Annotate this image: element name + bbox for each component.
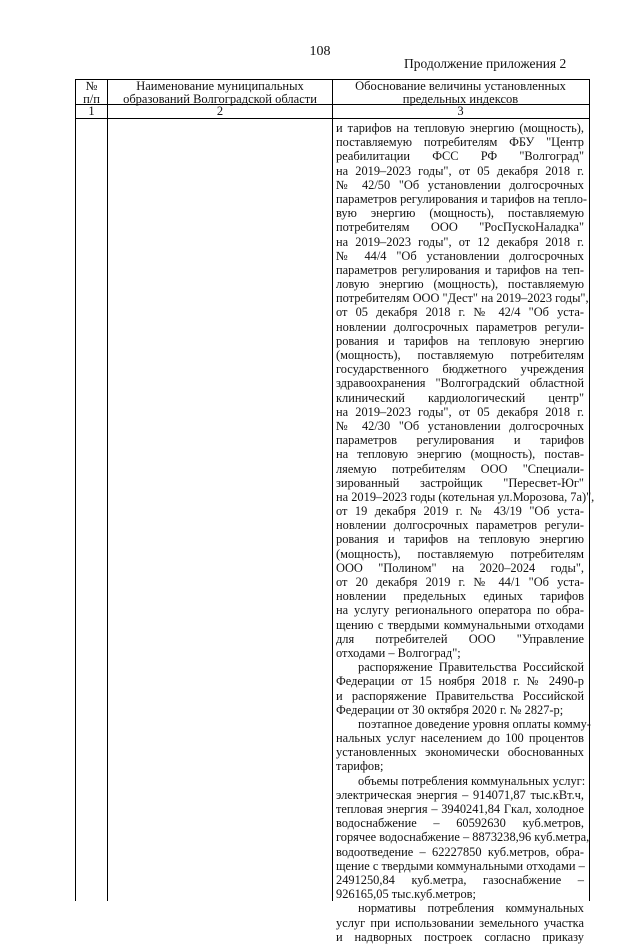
text-line: потребителям ООО "Дест" на 2019–2023 годы",: [336, 291, 589, 306]
page-number: 108: [309, 44, 331, 59]
col3-number: 3: [457, 104, 464, 118]
text-line: горячее водоснабжение – 8873238,96 куб.метра,: [336, 830, 590, 845]
col1-header: [76, 80, 107, 106]
text-line: распоряжение Правительства Российской: [358, 660, 584, 675]
text-line: новлении долгосрочных параметров регули-: [336, 319, 584, 334]
column-divider-1: [107, 79, 108, 901]
text-line: рования и тарифов на тепловую энергию: [336, 333, 584, 348]
text-line: нормативы потребления коммунальных: [358, 901, 584, 916]
text-line: поэтапное доведение уровня оплаты комму-: [358, 716, 591, 731]
text-line: и тарифов на тепловую энергию (мощность),: [336, 121, 584, 135]
text-line: Федерации от 15 ноября 2018 г. № 2490-р: [336, 674, 584, 689]
text-line: здравоохранения "Волгоградский областной: [336, 376, 584, 391]
text-line: от 20 декабря 2019 г. № 44/1 "Об уста-: [336, 575, 584, 589]
text-line: отходами – Волгоград";: [336, 645, 461, 660]
text-line: щение с твердыми коммунальными отходами –: [336, 858, 585, 873]
text-line: тарифов;: [336, 759, 384, 774]
text-line: параметров регулирования и тарифов на теп-: [336, 262, 584, 277]
text-line: параметров регулирования и тарифов: [336, 433, 584, 448]
text-line: услуг при использовании земельного участка: [336, 915, 584, 930]
text-line: и распоряжение Правительства Российской: [336, 688, 584, 703]
text-line: параметров регулирования и тарифов на тепло-: [336, 191, 588, 206]
col2-header: [108, 80, 332, 106]
text-line: (мощность), поставляемую потребителям: [336, 546, 584, 561]
justification-text: [336, 121, 595, 944]
text-line: 2491250,84 куб.метра, газоснабжение –: [336, 872, 584, 887]
text-line: объемы потребления коммунальных услуг:: [358, 773, 586, 788]
text-line: на услугу регионального оператора по обра-: [336, 603, 584, 618]
text-line: № 42/50 "Об установлении долгосрочных: [336, 177, 584, 192]
text-line: 926165,05 тыс.куб.метров;: [336, 887, 476, 902]
text-line: новлении долгосрочных параметров регули-: [336, 518, 584, 533]
text-line: государственного бюджетного учреждения: [336, 362, 584, 377]
text-line: новлении предельных единых тарифов: [336, 589, 584, 604]
text-line: для потребителей ООО "Управление: [336, 631, 584, 646]
column-divider-2: [332, 79, 333, 901]
text-line: на 2019–2023 годы (котельная ул.Морозова, 7а)",: [336, 489, 595, 504]
col1-header-line: п/п: [83, 92, 100, 106]
text-line: ловую энергию (мощность), поставляемую: [336, 277, 584, 292]
text-line: и надворных построек согласно приказу: [336, 929, 584, 944]
text-line: на тепловую энергию (мощность), постав-: [336, 447, 584, 462]
text-line: № 44/4 "Об установлении долгосрочных: [336, 248, 584, 263]
text-line: от 05 декабря 2018 г. № 42/4 "Об уста-: [336, 305, 584, 320]
text-line: установленных экономически обоснованных: [336, 745, 584, 760]
text-line: водоотведение – 62227850 куб.метров, обра-: [336, 844, 584, 859]
continuation-note: Продолжение приложения 2: [404, 56, 567, 71]
col3-header: [333, 80, 588, 106]
text-line: нальных услуг населением до 100 процентов: [336, 731, 584, 746]
text-line: от 19 декабря 2019 г. № 43/19 "Об уста-: [336, 504, 584, 519]
text-line: потребителям ООО "РосПускоНаладка": [336, 220, 584, 235]
text-line: зированный застройщик "Пересвет-Юг": [336, 475, 584, 490]
text-line: (мощность), поставляемую потребителям: [336, 348, 584, 362]
col3-header-line: предельных индексов: [402, 92, 519, 106]
text-line: ООО "Полином" на 2020–2024 годы",: [336, 560, 584, 575]
text-line: Федерации от 30 октября 2020 г. № 2827-р;: [336, 702, 564, 717]
text-line: № 42/30 "Об установлении долгосрочных: [336, 418, 584, 433]
col2-number: 2: [216, 104, 224, 118]
text-line: ляемую потребителям ООО "Специали-: [336, 461, 584, 476]
text-line: реабилитации ФСС РФ "Волгоград": [336, 149, 584, 164]
text-line: водоснабжение – 60592630 куб.метров,: [336, 816, 584, 831]
text-line: на 2019–2023 годы", от 05 декабря 2018 г.: [336, 404, 584, 419]
text-line: поставляемую потребителям ФБУ "Центр: [336, 135, 584, 150]
text-line: на 2019–2023 годы", от 12 декабря 2018 г.: [336, 234, 584, 249]
col3-header-line: Обоснование величины установленных: [355, 79, 566, 93]
text-line: на 2019–2023 годы", от 05 декабря 2018 г.: [336, 163, 584, 178]
col1-header-line: №: [85, 79, 98, 93]
text-line: рования и тарифов на тепловую энергию: [336, 532, 584, 547]
col1-number: 1: [88, 104, 95, 118]
text-line: щению с твердыми коммунальными отходами: [336, 617, 584, 632]
col2-header-line: образований Волгоградской области: [123, 92, 317, 106]
text-line: тепловая энергия – 3940241,84 Гкал, холодное: [336, 802, 584, 816]
text-line: электрическая энергия – 914071,87 тыс.кВт.ч,: [336, 787, 584, 802]
text-line: клинический кардиологический центр": [336, 390, 584, 405]
text-line: вую энергию (мощность), поставляемую: [336, 206, 584, 221]
col2-header-line: Наименование муниципальных: [136, 79, 304, 93]
